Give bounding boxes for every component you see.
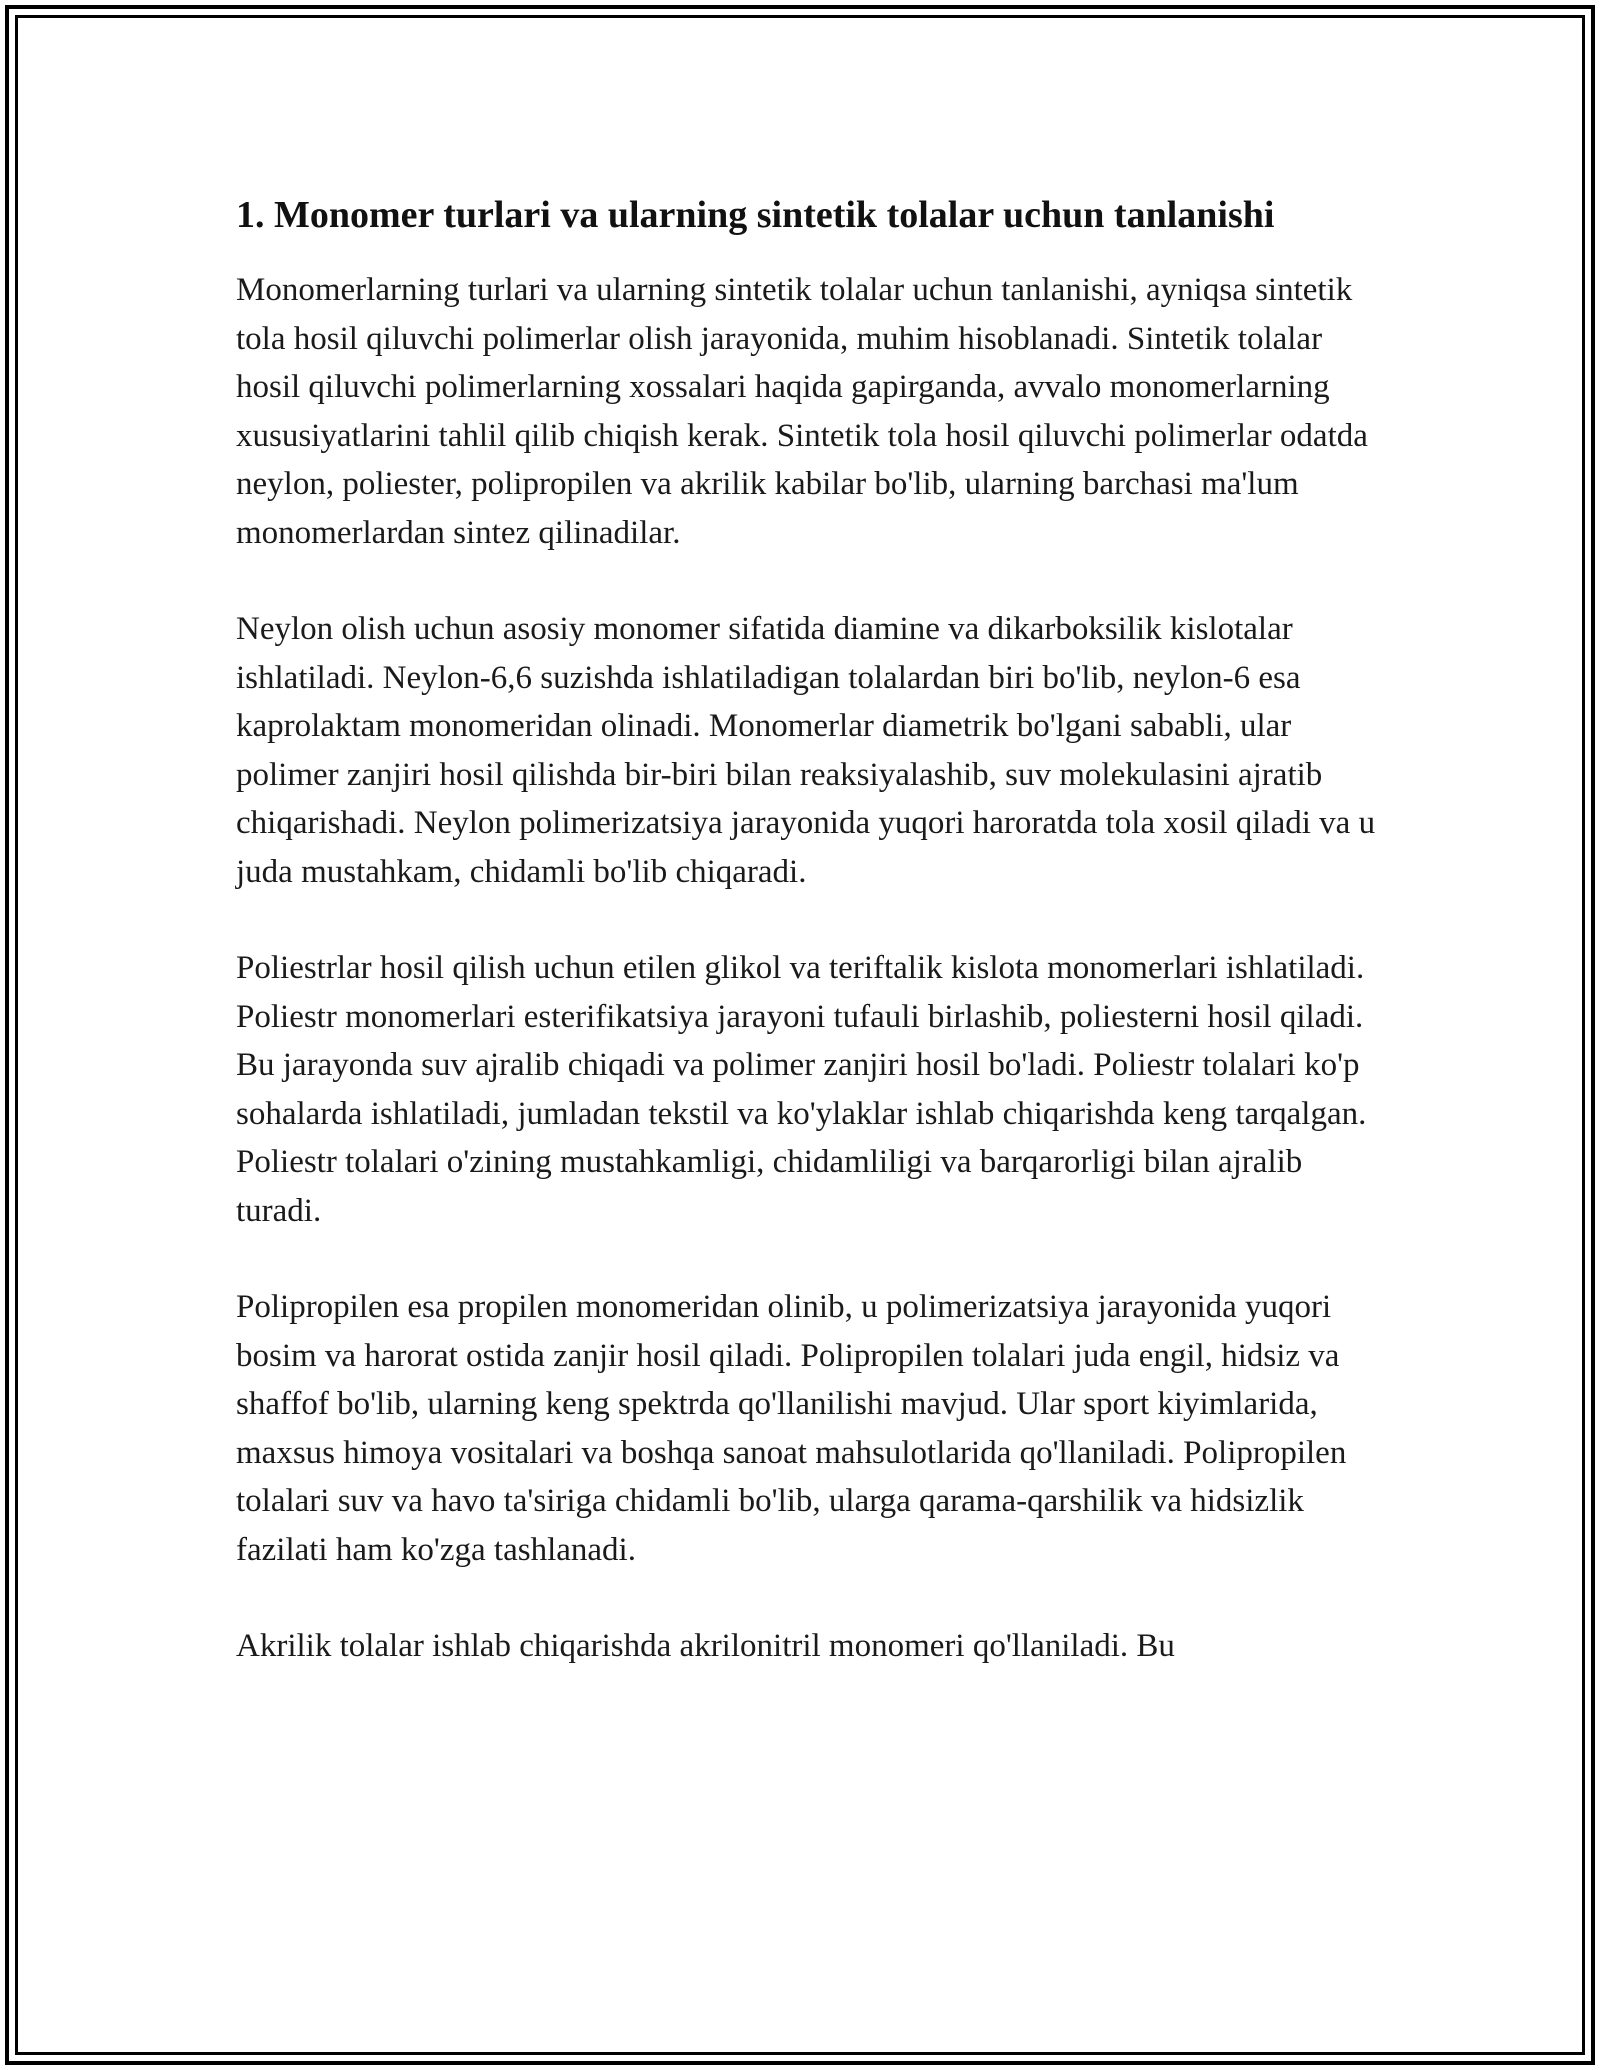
- paragraph-polyester: Poliestrlar hosil qilish uchun etilen glikol va teriftalik kislota monomerlari ishlatiladi. Poliestr monomerlari esterifikatsiya jarayoni tufauli birlashib, poliesterni hosil qiladi. Bu jarayonda suv ajralib chiqadi va polimer zanjiri hosil bo'ladi. Poliestr tolalari ko'p sohalarda ishlatiladi, jumladan tekstil va ko'ylaklar ishlab chiqarishda keng tarqalgan. Poliestr tolalari o'zining mustahkamligi, chidamliligi va barqarorligi bilan ajralib turadi.: [236, 950, 1367, 1229]
- paragraph-acrylic: Akrilik tolalar ishlab chiqarishda akrilonitril monomeri qo'llaniladi. Bu: [236, 1628, 1175, 1664]
- paragraph-nylon: Neylon olish uchun asosiy monomer sifatida diamine va dikarboksilik kislotalar ishlatiladi. Neylon-6,6 suzishda ishlatiladigan tolalardan biri bo'lib, neylon-6 esa kaprolaktam monomeridan olinadi. Monomerlar diametrik bo'lgani sababli, ular polimer zanjiri hosil qilishda bir-biri bilan reaksiyalashib, suv molekulasini ajratib chiqarishadi. Neylon polimerizatsiya jarayonida yuqori haroratda tola xosil qiladi va u juda mustahkam, chidamli bo'lib chiqaradi.: [236, 611, 1376, 890]
- paragraph-monomer-types: Monomerlarning turlari va ularning sintetik tolalar uchun tanlanishi, ayniqsa sintetik tola hosil qiluvchi polimerlar olish jarayonida, muhim hisoblanadi. Sintetik tolalar hosil qiluvchi polimerlarning xossalari haqida gapirganda, avvalo monomerlarning xususiyatlarini tahlil qilib chiqish kerak. Sintetik tola hosil qiluvchi polimerlar odatda neylon, poliester, polipropilen va akrilik kabilar bo'lib, ularning barchasi ma'lum monomerlardan sintez qilinadilar.: [236, 272, 1368, 551]
- document-body: [236, 188, 1376, 1719]
- paragraph-polypropylene: Polipropilen esa propilen monomeridan olinib, u polimerizatsiya jarayonida yuqori bosim va harorat ostida zanjir hosil qiladi. Polipropilen tolalari juda engil, hidsiz va shaffof bo'lib, ularning keng spektrda qo'llanilishi mavjud. Ular sport kiyimlarida, maxsus himoya vositalari va boshqa sanoat mahsulotlarida qo'llaniladi. Polipropilen tolalari suv va havo ta'siriga chidamli bo'lib, ularga qarama-qarshilik va hidsizlik fazilati ham ko'zga tashlanadi.: [236, 1289, 1347, 1568]
- section-heading: 1. Monomer turlari va ularning sintetik tolalar uchun tanlanishi: [236, 194, 1275, 236]
